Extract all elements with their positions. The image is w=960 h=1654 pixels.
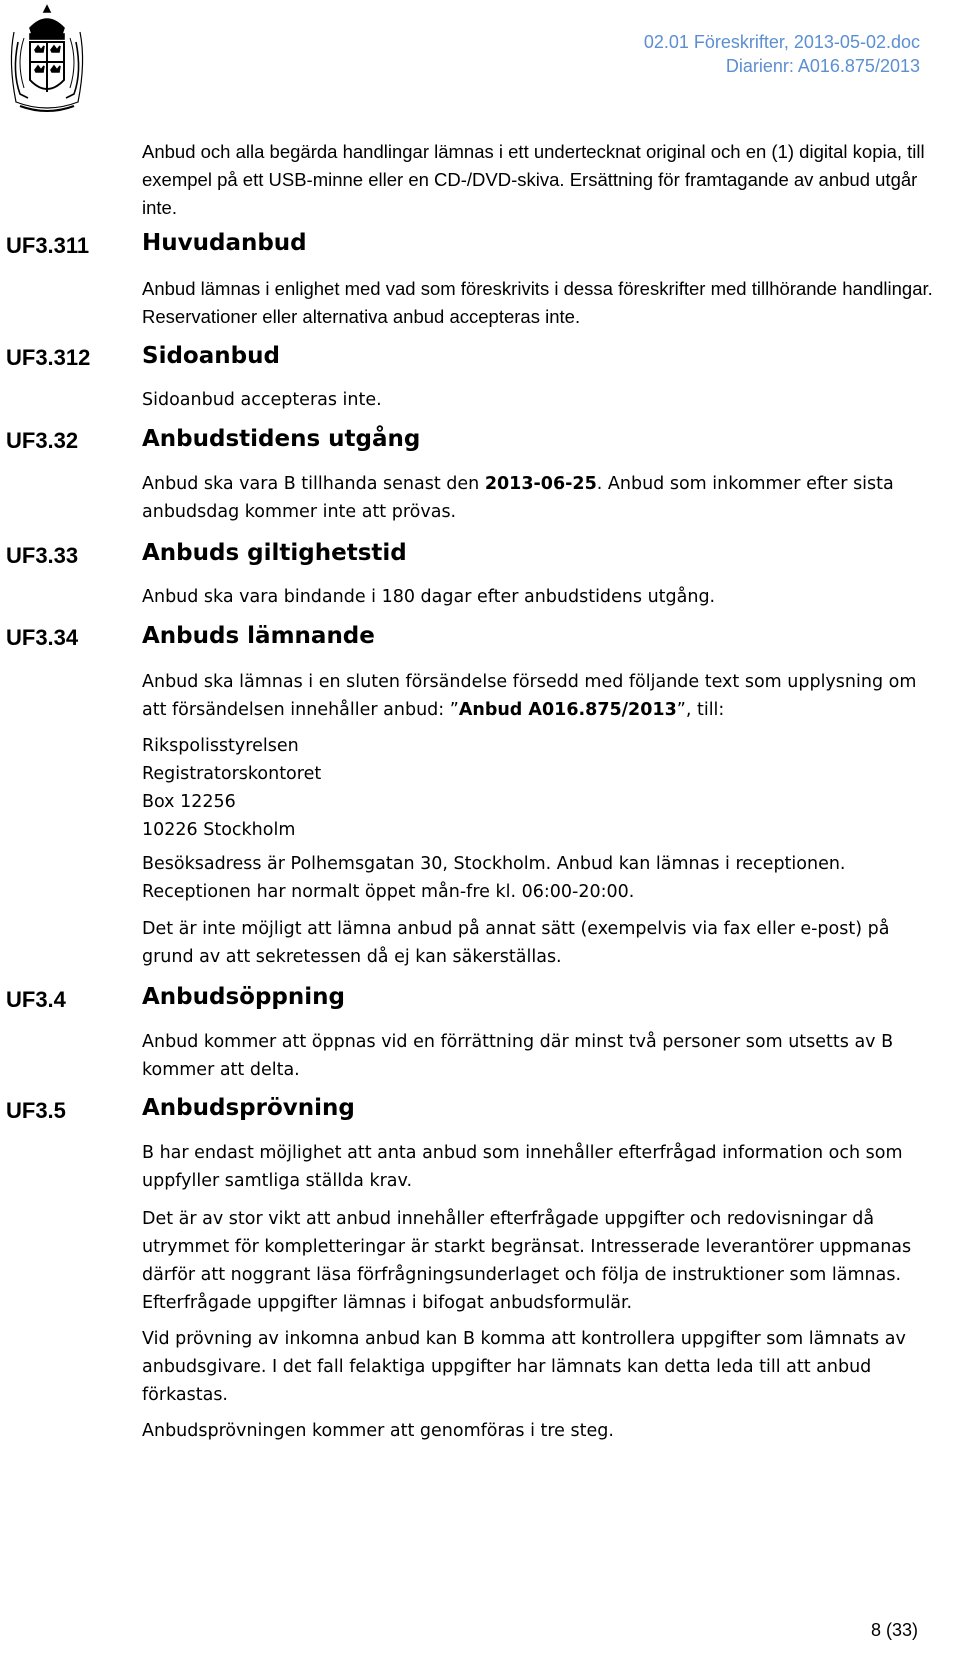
provning-paragraph-3: Vid prövning av inkomna anbud kan B komma att kontrollera uppgifter som lämnats av anbudsgivare. I det fall felaktiga uppgifter har lämnats kan detta leda till att anbud förkastas. (142, 1329, 906, 1405)
provning-paragraph-1: B har endast möjlighet att anta anbud som innehåller efterfrågad information och som uppfyller samtliga ställda krav. (142, 1143, 903, 1191)
visiting-address-text: Besöksadress är Polhemsgatan 30, Stockholm. Anbud kan lämnas i receptionen. Receptionen har normalt öppet mån-fre kl. 06:00-20:00. (142, 854, 846, 902)
lamnande-text-after: ”, till: (676, 700, 725, 720)
heading-anbudsoppning: Anbudsöppning (142, 984, 345, 1010)
anbudstid-text (142, 470, 942, 526)
provning-paragraph-4: Anbudsprövningen kommer att genomföras i tre steg. (142, 1421, 614, 1441)
sidoanbud-text: Sidoanbud accepteras inte. (142, 390, 382, 410)
envelope-label: Anbud A016.875/2013 (458, 700, 677, 720)
heading-huvudanbud: Huvudanbud (142, 230, 307, 256)
heading-anbuds-lamnande: Anbuds lämnande (142, 623, 375, 649)
address-line: 10226 Stockholm (142, 820, 296, 840)
intro-paragraph: Anbud och alla begärda handlingar lämnas i ett undertecknat original och en (1) digital kopia, till exempel på ett USB-minne eller en CD-/DVD-skiva. Ersättning för framtagande av anbud utgår inte. (142, 141, 925, 218)
other-delivery-text: Det är inte möjligt att lämna anbud på annat sätt (exempelvis via fax eller e-post) på grund av att sekretessen då ej kan säkerställas. (142, 919, 890, 967)
section-number-uf3-311: UF3.311 (6, 233, 90, 258)
deadline-date: 2013-06-25 (484, 474, 597, 494)
coat-of-arms-logo (6, 2, 88, 116)
heading-anbudsprovning: Anbudsprövning (142, 1095, 355, 1121)
section-number-uf3-4: UF3.4 (6, 987, 66, 1012)
section-number-uf3-34: UF3.34 (6, 625, 79, 650)
anbudstid-text-after: . Anbud som inkommer efter sista anbudsdag kommer inte att prövas. (142, 474, 894, 522)
lamnande-text-before: Anbud ska lämnas i en sluten försändelse försedd med följande text som upplysning om att försändelsen innehåller anbud: ” (142, 672, 917, 720)
address-line: Registratorskontoret (142, 764, 322, 784)
heading-sidoanbud: Sidoanbud (142, 343, 280, 369)
address-line: Rikspolisstyrelsen (142, 736, 299, 756)
heading-anbuds-giltighetstid: Anbuds giltighetstid (142, 540, 407, 566)
page-number: 8 (33) (870, 1620, 918, 1640)
anbudstid-text-before: Anbud ska vara B tillhanda senast den (142, 474, 485, 494)
section-number-uf3-312: UF3.312 (6, 345, 91, 370)
address-line: Box 12256 (142, 792, 236, 812)
anbudsoppning-text: Anbud kommer att öppnas vid en förrättning där minst två personer som utsetts av B kommer att delta. (142, 1032, 894, 1080)
section-number-uf3-32: UF3.32 (6, 428, 79, 453)
document-filename: 02.01 Föreskrifter, 2013-05-02.doc (643, 32, 920, 52)
section-number-uf3-5: UF3.5 (6, 1098, 66, 1123)
section-number-uf3-33: UF3.33 (6, 543, 79, 568)
document-header (644, 30, 920, 78)
lamnande-text (142, 668, 942, 724)
giltighetstid-text: Anbud ska vara bindande i 180 dagar efter anbudstidens utgång. (142, 587, 716, 607)
diary-number: Diarienr: A016.875/2013 (725, 56, 920, 76)
provning-paragraph-2: Det är av stor vikt att anbud innehåller efterfrågade uppgifter och redovisningar då utrymmet för kompletteringar är starkt begränsat. Intresserade leverantörer uppmanas därför att noggrant läsa förfrågningsunderlaget och följa de instruktioner som lämnas. Efterfrågade uppgifter lämnas i bifogat anbudsformulär. (142, 1209, 912, 1313)
heading-anbudstidens-utgang: Anbudstidens utgång (142, 426, 421, 452)
huvudanbud-text: Anbud lämnas i enlighet med vad som föreskrivits i dessa föreskrifter med tillhörande handlingar. Reservationer eller alternativa anbud accepteras inte. (142, 278, 933, 327)
postal-address (142, 732, 942, 844)
